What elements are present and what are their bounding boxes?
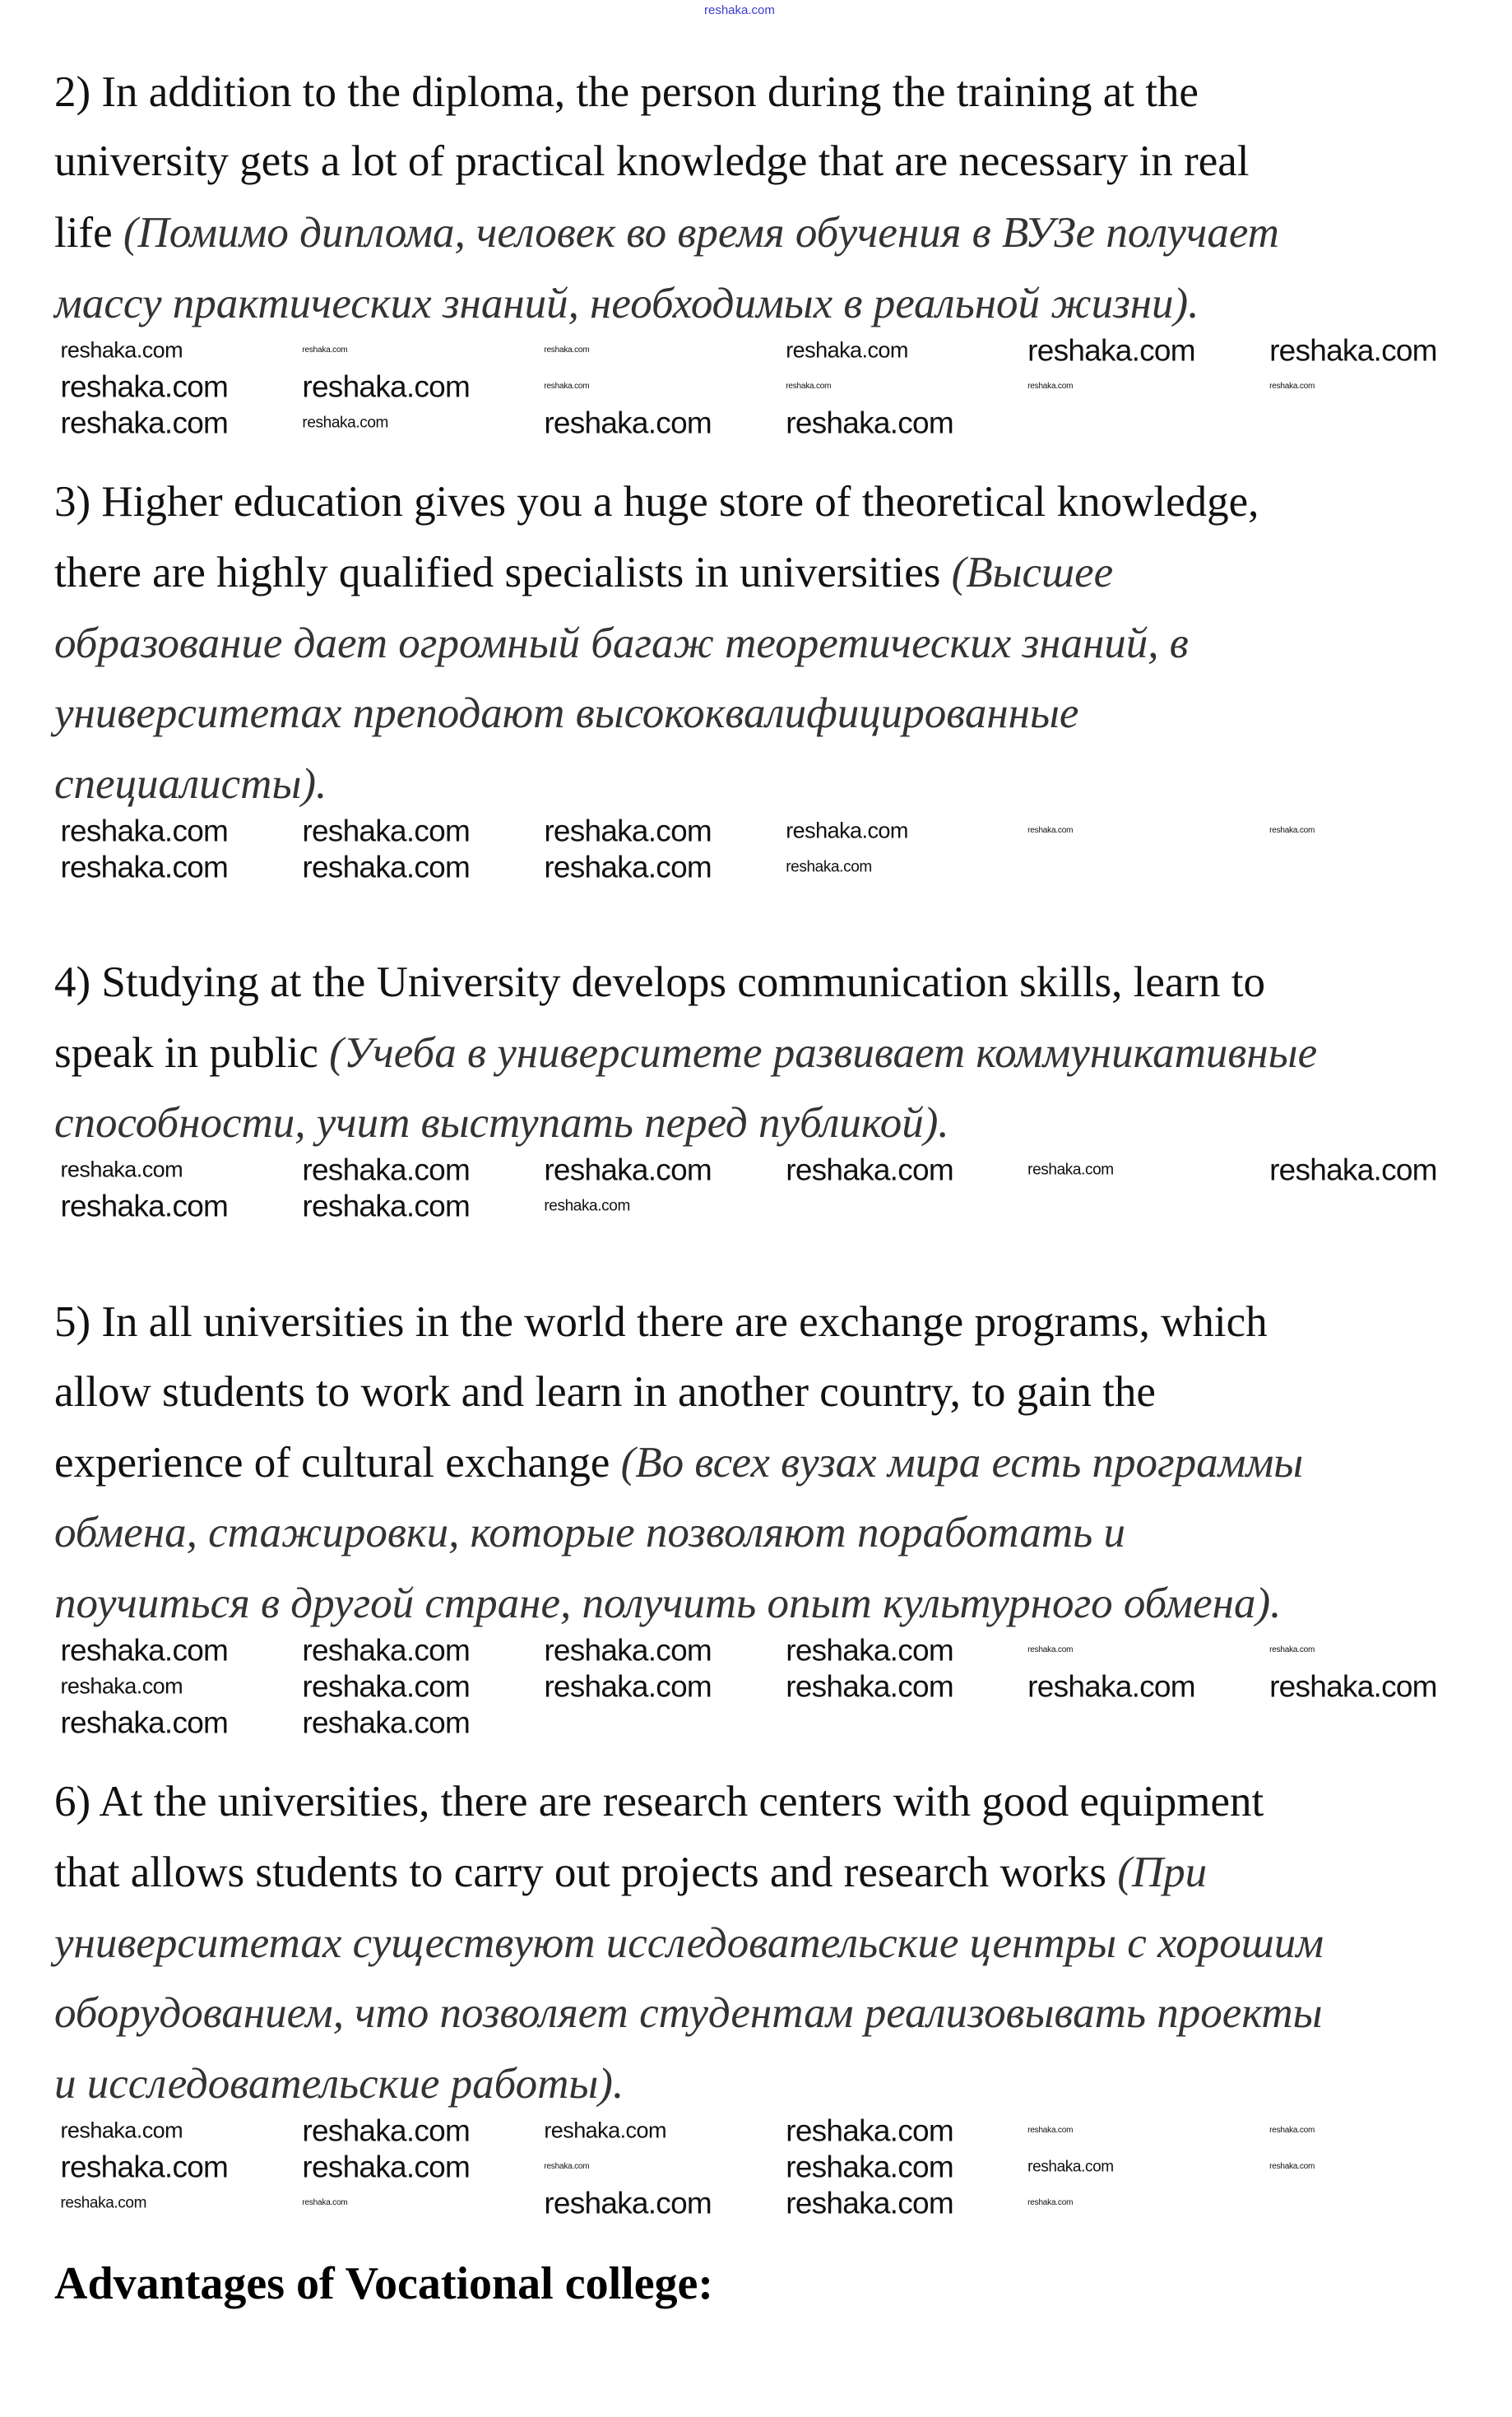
watermark-text: reshaka.com — [302, 2198, 348, 2208]
text-line — [54, 1918, 1324, 1968]
watermark-text: reshaka.com — [1269, 1645, 1315, 1654]
watermark-text: reshaka.com — [60, 369, 229, 404]
text-line — [54, 1297, 1268, 1347]
russian-translation: (При — [1117, 1848, 1208, 1896]
watermark-text: reshaka.com — [60, 2194, 147, 2212]
watermark-text: reshaka.com — [786, 1669, 953, 1704]
watermark-text: reshaka.com — [544, 1153, 712, 1187]
russian-translation: оборудованием, что позволяет студентам реализовывать проекты — [54, 1988, 1323, 2037]
text-line — [54, 689, 1078, 738]
watermark-text: reshaka.com — [1027, 1669, 1195, 1704]
russian-translation: (Помимо диплома, человек во время обучения в ВУЗе получает — [123, 208, 1279, 257]
watermark-text: reshaka.com — [60, 2118, 183, 2143]
watermark-text: reshaka.com — [786, 382, 832, 392]
text-line — [54, 759, 327, 809]
english-text: allow students to work and learn in another country, to gain the — [54, 1367, 1156, 1416]
russian-translation: (Учеба в университете развивает коммуникативные — [329, 1029, 1318, 1078]
text-line — [54, 619, 1189, 668]
watermark-text: reshaka.com — [1027, 2158, 1114, 2176]
watermark-text: reshaka.com — [1269, 826, 1315, 836]
watermark-text: reshaka.com — [786, 818, 908, 843]
watermark-text: reshaka.com — [302, 369, 471, 404]
watermark-text: reshaka.com — [302, 814, 471, 848]
watermark-text: reshaka.com — [60, 337, 183, 363]
english-text: 3) Higher education gives you a huge store of theoretical knowledge, — [54, 477, 1259, 526]
watermark-text: reshaka.com — [60, 1189, 229, 1223]
text-line — [54, 1367, 1156, 1417]
watermark-text: reshaka.com — [544, 2118, 666, 2143]
english-text: university gets a lot of practical knowledge that are necessary in real — [54, 137, 1250, 186]
watermark-text: reshaka.com — [302, 2113, 471, 2148]
watermark-text: reshaka.com — [1269, 1153, 1437, 1187]
russian-translation: университетах существуют исследовательские центры с хорошим — [54, 1919, 1324, 1968]
english-text: 2) In addition to the diploma, the person during the training at the — [54, 67, 1199, 116]
russian-translation: университетах преподают высококвалифицированные — [54, 689, 1079, 737]
section-heading: Advantages of Vocational college: — [54, 2258, 714, 2309]
watermark-text: reshaka.com — [302, 2150, 471, 2184]
watermark-text: reshaka.com — [544, 850, 712, 884]
watermark-text: reshaka.com — [302, 850, 471, 884]
text-line — [54, 1777, 1264, 1826]
english-text: speak in public — [54, 1029, 330, 1078]
watermark-text: reshaka.com — [544, 382, 590, 392]
english-text: 4) Studying at the University develops communication skills, learn to — [54, 958, 1265, 1006]
text-line — [54, 1579, 1281, 1628]
watermark-text: reshaka.com — [544, 2162, 590, 2172]
english-text: life — [54, 208, 123, 257]
watermark-text: reshaka.com — [786, 2186, 953, 2220]
watermark-text: reshaka.com — [1027, 333, 1195, 368]
watermark-text: reshaka.com — [1027, 826, 1074, 836]
watermark-text: reshaka.com — [1269, 333, 1437, 368]
watermark-text: reshaka.com — [1027, 1645, 1074, 1654]
watermark-text: reshaka.com — [60, 850, 229, 884]
watermark-text: reshaka.com — [544, 406, 712, 440]
watermark-text: reshaka.com — [1027, 382, 1074, 392]
russian-translation: (Во всех вузах мира есть программы — [620, 1439, 1304, 1487]
watermark-text: reshaka.com — [544, 2186, 712, 2220]
english-text: that allows students to carry out projects and research works — [54, 1848, 1118, 1896]
watermark-text: reshaka.com — [786, 406, 953, 440]
russian-translation: массу практических знаний, необходимых в реальной жизни). — [54, 280, 1199, 328]
text-line — [54, 548, 1113, 597]
russian-translation: обмена, стажировки, которые позволяют поработать и — [54, 1508, 1125, 1556]
text-line — [54, 279, 1199, 328]
english-text: there are highly qualified specialists in universities — [54, 549, 952, 597]
watermark-text: reshaka.com — [302, 1705, 471, 1740]
text-line — [54, 1028, 1317, 1078]
watermark-text: reshaka.com — [1269, 382, 1315, 392]
text-line — [54, 1988, 1323, 2038]
russian-translation: способности, учит выступать перед публикой). — [54, 1098, 949, 1147]
watermark-text: reshaka.com — [60, 1633, 229, 1668]
watermark-text: reshaka.com — [1027, 2198, 1074, 2208]
watermark-text: reshaka.com — [786, 337, 908, 363]
text-line — [54, 1508, 1125, 1557]
text-line — [54, 1848, 1207, 1897]
watermark-text: reshaka.com — [786, 858, 872, 876]
watermark-text: reshaka.com — [1269, 2126, 1315, 2136]
watermark-text: reshaka.com — [302, 346, 348, 355]
header-site-link[interactable]: reshaka.com — [704, 3, 775, 17]
text-line — [54, 208, 1279, 257]
watermark-text: reshaka.com — [302, 1189, 471, 1223]
watermark-text: reshaka.com — [544, 1669, 712, 1704]
russian-translation: специалисты). — [54, 760, 327, 809]
text-line — [54, 958, 1265, 1007]
watermark-text: reshaka.com — [60, 1673, 183, 1699]
text-line — [54, 1098, 949, 1148]
watermark-text: reshaka.com — [60, 2150, 229, 2184]
watermark-text: reshaka.com — [544, 346, 590, 355]
text-line — [54, 1438, 1303, 1487]
watermark-text: reshaka.com — [544, 814, 712, 848]
watermark-text: reshaka.com — [786, 2113, 953, 2148]
watermark-text: reshaka.com — [786, 1633, 953, 1668]
watermark-text: reshaka.com — [302, 1669, 471, 1704]
watermark-text: reshaka.com — [302, 1633, 471, 1668]
watermark-text: reshaka.com — [1027, 1161, 1114, 1179]
watermark-text: reshaka.com — [1269, 1669, 1437, 1704]
russian-translation: образование дает огромный багаж теоретических знаний, в — [54, 619, 1189, 668]
russian-translation: и исследовательские работы). — [54, 2060, 624, 2108]
watermark-text: reshaka.com — [60, 1705, 229, 1740]
text-line — [54, 477, 1259, 527]
watermark-text: reshaka.com — [1269, 2162, 1315, 2172]
russian-translation: (Высшее — [951, 549, 1114, 597]
english-text: 5) In all universities in the world there are exchange programs, which — [54, 1298, 1268, 1347]
watermark-text: reshaka.com — [1027, 2126, 1074, 2136]
watermark-text: reshaka.com — [302, 1153, 471, 1187]
watermark-text: reshaka.com — [60, 814, 229, 848]
watermark-text: reshaka.com — [302, 414, 388, 432]
watermark-text: reshaka.com — [544, 1633, 712, 1668]
english-text: 6) At the universities, there are research centers with good equipment — [54, 1777, 1264, 1826]
text-line — [54, 67, 1199, 117]
watermark-text: reshaka.com — [60, 406, 229, 440]
watermark-text: reshaka.com — [786, 1153, 953, 1187]
watermark-text: reshaka.com — [544, 1197, 630, 1215]
english-text: experience of cultural exchange — [54, 1439, 621, 1487]
text-line — [54, 2059, 624, 2108]
text-line — [54, 137, 1250, 186]
russian-translation: поучиться в другой стране, получить опыт культурного обмена). — [54, 1579, 1282, 1627]
watermark-text: reshaka.com — [786, 2150, 953, 2184]
watermark-text: reshaka.com — [60, 1157, 183, 1182]
